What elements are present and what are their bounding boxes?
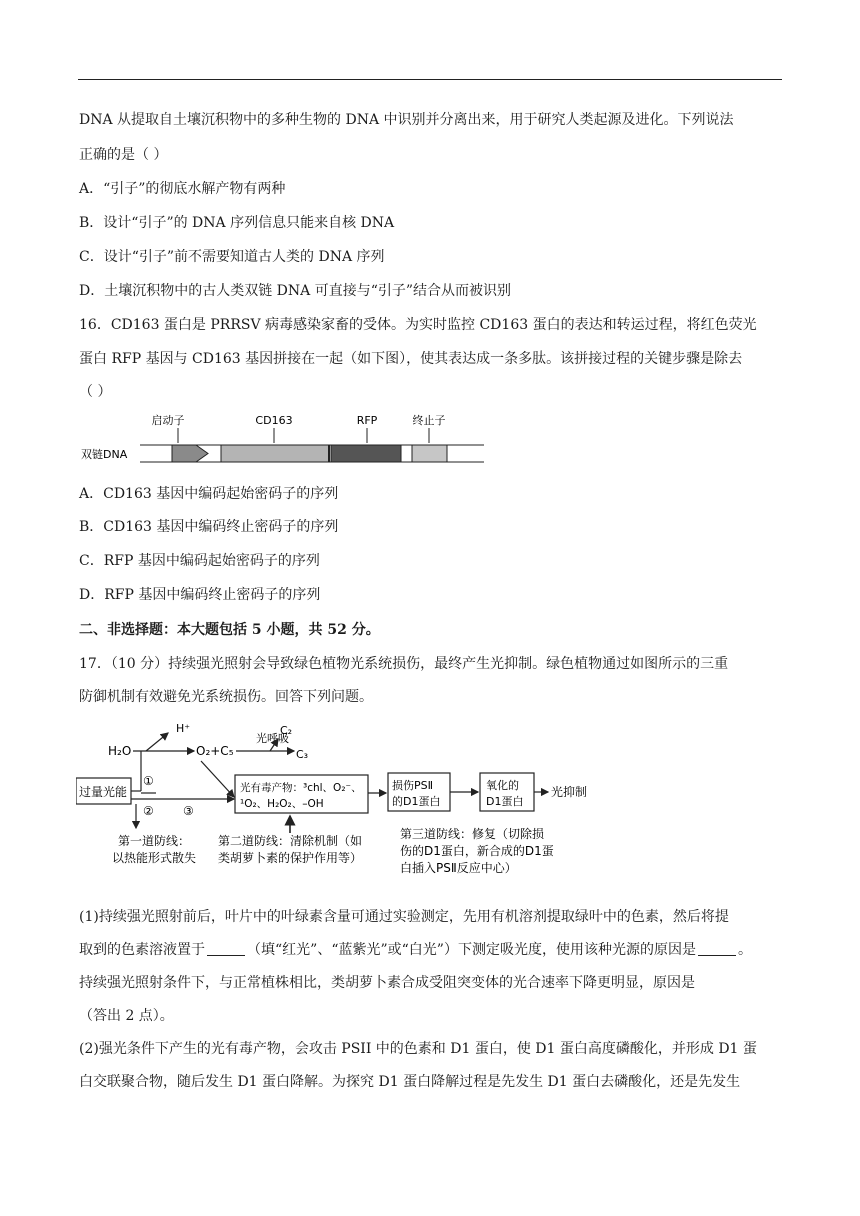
q16-option-a[interactable]: A．CD163 基因中编码起始密码子的序列 [79, 486, 339, 502]
q16-line2: 蛋白 RFP 基因与 CD163 基因拼接在一起（如下图），使其表达成一条多肽。该拼接过程的关键步骤是除去 [79, 351, 743, 367]
q17-p1-line1: (1)持续强光照射前后，叶片中的叶绿素含量可通过实验测定，先用有机溶剂提取绿叶中的色素，然后将提 [79, 909, 729, 925]
oxidized-d1-line1: 氧化的 [486, 779, 519, 792]
section-heading: 二、非选择题：本大题包括 5 小题，共 52 分。 [79, 622, 380, 638]
cd163-gene-block [221, 445, 329, 462]
q16-option-d[interactable]: D．RFP 基因中编码终止密码子的序列 [79, 587, 321, 603]
h2o-label: H₂O [108, 744, 132, 758]
q15-line2: 正确的是（ ） [79, 147, 168, 163]
promoter-label: 启动子 [151, 414, 185, 427]
q17-line1: 17．（10 分）持续强光照射会导致绿色植物光系统损伤，最终产生光抑制。绿色植物通过如图所示的三重 [79, 656, 729, 672]
q15-option-c[interactable]: C．设计“引子”前不需要知道古人类的 DNA 序列 [79, 249, 385, 265]
pathway-1-label: ① [143, 774, 154, 788]
defense1-line2: 以热能形式散失 [112, 851, 197, 865]
q16-line1: 16．CD163 蛋白是 PRRSV 病毒感染家畜的受体。为实时监控 CD163 蛋白的表达和转运过程，将红色荧光 [79, 317, 757, 333]
q16-line3: （ ） [79, 384, 112, 400]
q16-option-b[interactable]: B．CD163 基因中编码终止密码子的序列 [79, 519, 339, 535]
photoinhibition-label: 光抑制 [551, 785, 588, 799]
q17-p2-line1: (2)强光条件下产生的光有毒产物，会攻击 PSII 中的色素和 D1 蛋白，使 D1 蛋白高度磷酸化，并形成 D1 蛋 [79, 1041, 757, 1057]
defense2-line1: 第二道防线：清除机制（如 [218, 834, 363, 848]
pathway-3-label: ③ [183, 804, 194, 818]
excess-light-label: 过量光能 [79, 785, 128, 799]
damaged-d1-line2: 的D1蛋白 [392, 795, 441, 808]
oxidized-d1-line2: D1蛋白 [486, 795, 524, 808]
double-strand-label: 双链DNA [81, 448, 128, 461]
gene-construct-figure [78, 408, 498, 468]
q15-line1: DNA 从提取自土壤沉积物中的多种生物的 DNA 中识别并分离出来，用于研究人类起源及进化。下列说法 [79, 112, 734, 128]
defense1-line1: 第一道防线： [118, 834, 191, 848]
defense2-line2: 类胡萝卜素的保护作用等） [218, 851, 363, 865]
c2-label: C₂ [280, 724, 293, 737]
q17-p1-line4: （答出 2 点）。 [79, 1008, 174, 1024]
defense3-line1: 第三道防线：修复（切除损 [400, 827, 545, 841]
photorespiration-label: 光呼吸 [256, 732, 289, 745]
q17-p1-line2: 取到的色素溶液置于 （填“红光”、“蓝紫光”或“白光”）下测定吸光度，使用该种光源的原因是 。 [79, 942, 752, 958]
q17-p2-line2: 白交联聚合物，随后发生 D1 蛋白降解。为探究 D1 蛋白降解过程是先发生 D1 蛋白去磷酸化，还是先发生 [79, 1074, 741, 1090]
q17-p1-line3: 持续强光照射条件下，与正常植株相比，类胡萝卜素合成受阻突变体的光合速率下降更明显，原因是 [79, 975, 695, 991]
o2-c5-label: O₂+C₅ [196, 744, 234, 758]
terminator-label: 终止子 [412, 414, 446, 427]
defense3-line2: 伤的D1蛋白，新合成的D1蛋 [400, 844, 554, 858]
toxic-products-line1: 光有毒产物：³chl、O₂⁻、 [240, 782, 362, 794]
q15-option-d[interactable]: D．土壤沉积物中的古人类双链 DNA 可直接与“引子”结合从而被识别 [79, 283, 512, 299]
pathway-2-label: ② [143, 804, 154, 818]
answer-blank-2[interactable] [698, 941, 736, 956]
answer-blank-1[interactable] [207, 941, 245, 956]
header-rule [78, 79, 782, 80]
terminator-block [412, 445, 447, 462]
defense3-line3: 白插入PSⅡ反应中心） [400, 861, 517, 875]
rfp-gene-block [331, 445, 401, 462]
promoter-arrow [172, 445, 208, 462]
c3-label: C₃ [296, 748, 309, 761]
q17-line2: 防御机制有效避免光系统损伤。回答下列问题。 [79, 689, 373, 705]
q15-option-a[interactable]: A．“引子”的彻底水解产物有两种 [79, 181, 286, 197]
rfp-label: RFP [356, 414, 378, 427]
q16-option-c[interactable]: C．RFP 基因中编码起始密码子的序列 [79, 553, 320, 569]
damaged-d1-line1: 损伤PSⅡ [392, 779, 434, 792]
toxic-products-line2: ¹O₂、H₂O₂、–OH [240, 798, 324, 810]
q15-option-b[interactable]: B．设计“引子”的 DNA 序列信息只能来自核 DNA [79, 215, 395, 231]
h-plus-label: H⁺ [176, 722, 191, 735]
photoprotection-figure [76, 715, 616, 885]
cd163-label: CD163 [255, 414, 293, 427]
